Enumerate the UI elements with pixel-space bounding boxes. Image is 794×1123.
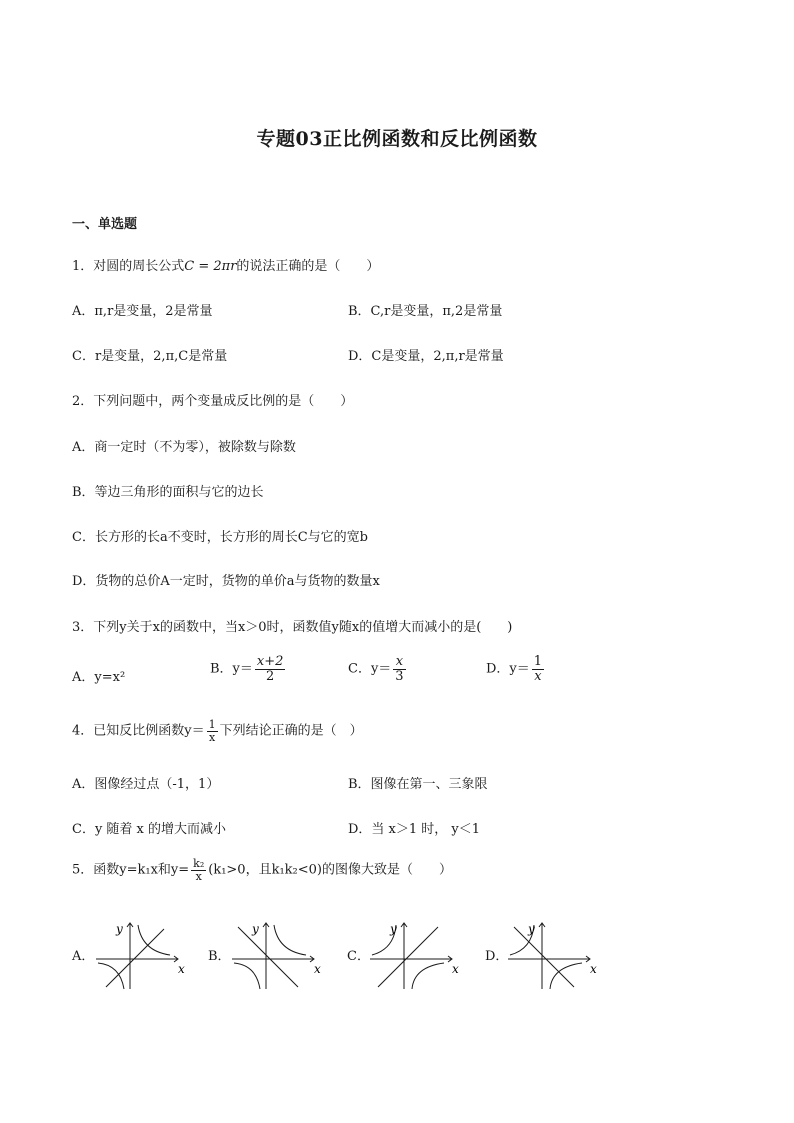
hyperbola-branch-1 bbox=[274, 925, 306, 955]
question-4 bbox=[72, 719, 363, 743]
q4-fraction bbox=[207, 719, 218, 743]
q3-b-num: x+2 bbox=[256, 654, 284, 669]
q5-graph-b[interactable] bbox=[230, 915, 330, 993]
q5-option-c-label[interactable]: C． bbox=[347, 949, 370, 964]
q5-frac-den: x bbox=[195, 869, 202, 883]
hyperbola-branch-2 bbox=[412, 963, 444, 989]
hyperbola-branch-2 bbox=[550, 963, 582, 989]
q2-option-d[interactable]: D．货物的总价A一定时，货物的单价a与货物的数量x bbox=[72, 574, 380, 589]
q2-option-b[interactable]: B．等边三角形的面积与它的边长 bbox=[72, 485, 264, 500]
q1-formula: C = 2πr bbox=[184, 259, 237, 274]
x-label: x bbox=[314, 962, 321, 976]
y-label: y bbox=[116, 922, 123, 936]
q3-d-num: 1 bbox=[533, 654, 543, 669]
line-graph bbox=[238, 927, 298, 987]
q5-fraction bbox=[191, 858, 206, 882]
q2-option-c[interactable]: C．长方形的长a不变时，长方形的周长C与它的宽b bbox=[72, 530, 368, 545]
q1-option-d[interactable]: D．C是变量，2,π,r是常量 bbox=[348, 349, 504, 364]
x-label: x bbox=[590, 962, 597, 976]
q5-stem-pre: 5．函数y=k₁x和y= bbox=[72, 862, 190, 878]
q1-stem-post: 的说法正确的是（ ） bbox=[236, 259, 380, 274]
q1-option-b[interactable]: B．C,r是变量，π,2是常量 bbox=[348, 304, 503, 319]
q3-c-den: 3 bbox=[395, 668, 404, 684]
line-graph bbox=[106, 929, 164, 987]
q3-option-a[interactable]: A．y=x² bbox=[72, 670, 126, 685]
q4-frac-den: x bbox=[209, 730, 216, 744]
section-heading: 一、单选题 bbox=[72, 217, 138, 232]
q4-frac-num: 1 bbox=[208, 718, 216, 731]
hyperbola-branch-2 bbox=[234, 963, 260, 989]
q5-graph-a[interactable] bbox=[94, 915, 194, 993]
q3-c-label: C．y＝ bbox=[348, 661, 392, 677]
q1-option-c[interactable]: C．r是变量，2,π,C是常量 bbox=[72, 349, 228, 364]
q3-c-num: x bbox=[393, 655, 405, 670]
q3-b-den: 2 bbox=[266, 668, 275, 684]
question-2: 2．下列问题中，两个变量成反比例的是（ ） bbox=[72, 394, 354, 409]
page-title: 专题03正比例函数和反比例函数 bbox=[256, 128, 538, 150]
q3-c-fraction bbox=[393, 655, 405, 683]
q5-stem-post: (k₁>0，且k₁k₂<0)的图像大致是（ ） bbox=[208, 862, 452, 878]
q3-option-c[interactable] bbox=[348, 655, 408, 683]
q4-option-b[interactable]: B．图像在第一、三象限 bbox=[348, 777, 488, 792]
q5-graph-d[interactable] bbox=[506, 915, 606, 993]
q4-stem-pre: 4．已知反比例函数y＝ bbox=[72, 723, 205, 739]
q5-frac-num: k₂ bbox=[193, 857, 205, 870]
q5-option-a-label[interactable]: A． bbox=[72, 949, 95, 964]
q3-d-den: x bbox=[534, 668, 542, 684]
hyperbola-branch-2 bbox=[98, 963, 124, 989]
q1-stem-pre: 1．对圆的周长公式 bbox=[72, 259, 185, 274]
q4-stem-post: 下列结论正确的是（ ） bbox=[219, 723, 363, 739]
y-label: y bbox=[252, 922, 259, 936]
q5-option-b-label[interactable]: B． bbox=[208, 949, 231, 964]
y-label: y bbox=[390, 922, 397, 936]
question-1 bbox=[72, 255, 379, 274]
x-label: x bbox=[178, 962, 185, 976]
question-5 bbox=[72, 858, 452, 882]
y-label: y bbox=[528, 922, 535, 936]
q3-d-label: D．y＝ bbox=[486, 661, 530, 677]
q2-option-a[interactable]: A．商一定时（不为零），被除数与除数 bbox=[72, 440, 296, 455]
question-3: 3．下列y关于x的函数中，当x＞0时，函数值y随x的值增大而减小的是( ) bbox=[72, 620, 513, 635]
line-graph bbox=[514, 927, 574, 987]
q3-b-label: B．y＝ bbox=[210, 661, 253, 677]
q5-graph-c[interactable] bbox=[368, 915, 468, 993]
q3-option-d[interactable] bbox=[486, 655, 546, 683]
q4-option-a[interactable]: A．图像经过点（-1，1） bbox=[72, 777, 220, 792]
q1-option-a[interactable]: A．π,r是变量，2是常量 bbox=[72, 304, 213, 319]
x-label: x bbox=[452, 962, 459, 976]
line-graph bbox=[378, 927, 438, 987]
q3-option-b[interactable] bbox=[210, 655, 287, 683]
q4-option-c[interactable]: C．y 随着 x 的增大而减小 bbox=[72, 822, 227, 837]
q3-d-fraction bbox=[532, 655, 544, 683]
q3-b-fraction bbox=[255, 655, 286, 683]
q5-option-d-label[interactable]: D． bbox=[485, 949, 509, 964]
q4-option-d[interactable]: D．当 x＞1 时， y＜1 bbox=[348, 822, 481, 837]
